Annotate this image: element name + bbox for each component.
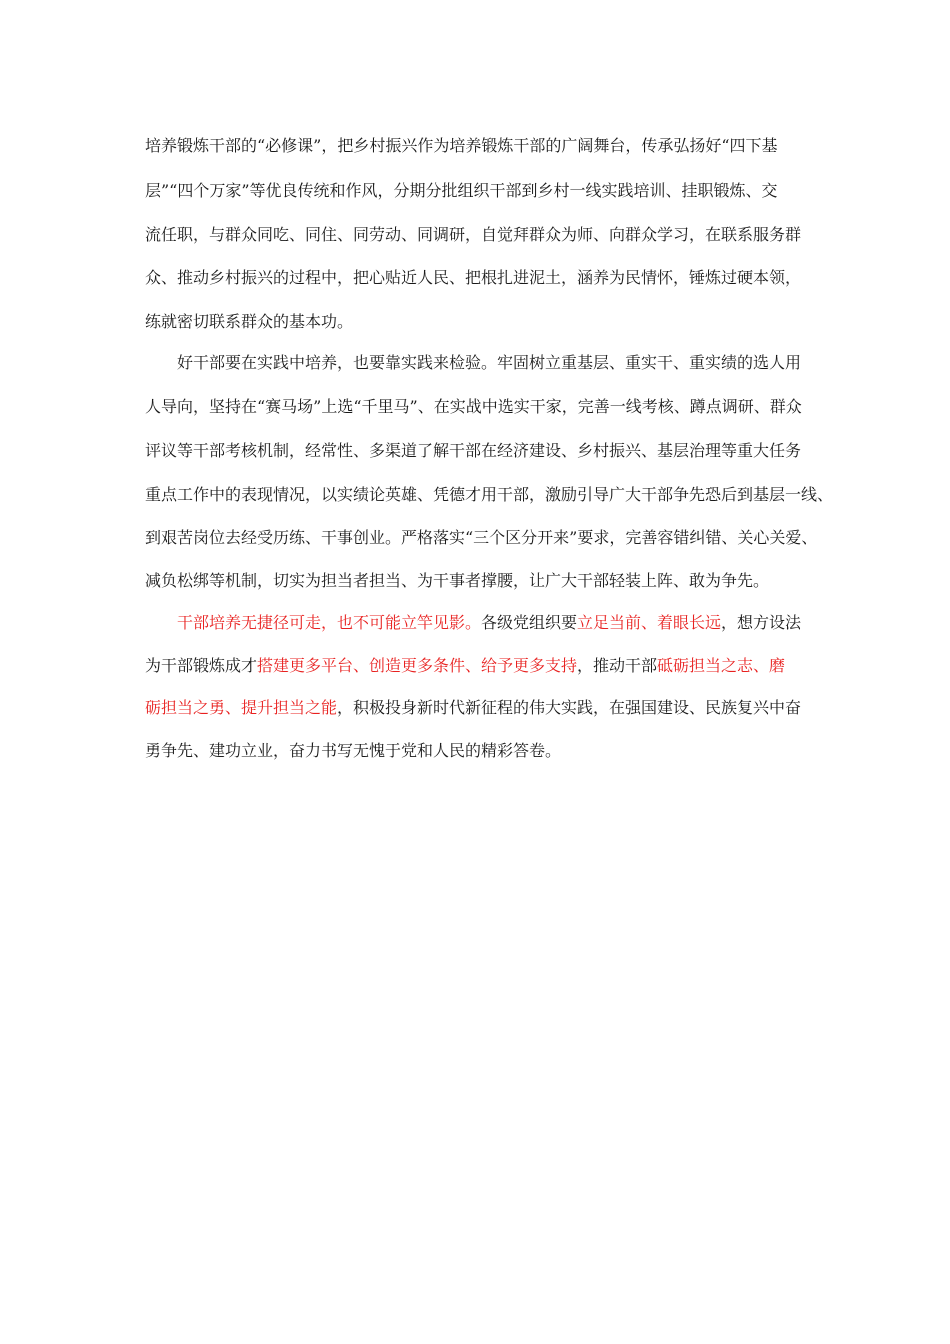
paragraph-2-line-2: 人导向，坚持在“赛马场”上选“千里马”、在实战中选实干家，完善一线考核、蹲点调研、群众 <box>145 397 802 416</box>
emphasis-text: 搭建更多平台、创造更多条件、给予更多支持 <box>257 656 578 675</box>
paragraph-3-line-1 <box>177 613 801 633</box>
paragraph-2-line-6: 减负松绑等机制，切实为担当者担当、为干事者撑腰，让广大干部轻装上阵、敢为争先。 <box>145 571 770 590</box>
body-text: ，推动干部 <box>577 656 658 675</box>
paragraph-1-line-3: 流任职，与群众同吃、同住、同劳动、同调研，自觉拜群众为师、向群众学习，在联系服务群 <box>145 225 802 244</box>
paragraph-1-line-5: 练就密切联系群众的基本功。 <box>145 312 354 331</box>
body-text: ，积极投身新时代新征程的伟大实践，在强国建设、民族复兴中奋 <box>337 698 802 717</box>
paragraph-2-line-3: 评议等干部考核机制，经常性、多渠道了解干部在经济建设、乡村振兴、基层治理等重大任务 <box>145 441 802 460</box>
paragraph-1-line-1: 培养锻炼干部的“必修课”，把乡村振兴作为培养锻炼干部的广阔舞台，传承弘扬好“四下基 <box>145 136 778 155</box>
emphasis-text: 立足当前、着眼长远 <box>577 613 722 632</box>
body-text: ，想方设法 <box>721 613 802 632</box>
paragraph-3-line-3 <box>145 698 801 718</box>
paragraph-3-line-2 <box>145 656 785 676</box>
paragraph-3-line-4: 勇争先、建功立业，奋力书写无愧于党和人民的精彩答卷。 <box>145 741 562 760</box>
paragraph-2-line-4: 重点工作中的表现情况，以实绩论英雄、凭德才用干部，激励引导广大干部争先恐后到基层一线、 <box>145 485 834 504</box>
body-text: 为干部锻炼成才 <box>145 656 258 675</box>
emphasis-text: 砺担当之勇、提升担当之能 <box>145 698 338 717</box>
emphasis-text: 干部培养无捷径可走，也不可能立竿见影。 <box>177 613 482 632</box>
body-text: 各级党组织要 <box>481 613 578 632</box>
paragraph-1-line-2: 层”“四个万家”等优良传统和作风，分期分批组织干部到乡村一线实践培训、挂职锻炼、交 <box>145 181 778 200</box>
paragraph-2-line-5: 到艰苦岗位去经受历练、干事创业。严格落实“三个区分开来”要求，完善容错纠错、关心关爱、 <box>145 528 818 547</box>
paragraph-1-line-4: 众、推动乡村振兴的过程中，把心贴近人民、把根扎进泥土，涵养为民情怀，锤炼过硬本领， <box>145 268 802 287</box>
paragraph-2-line-1: 好干部要在实践中培养，也要靠实践来检验。牢固树立重基层、重实干、重实绩的选人用 <box>177 353 802 372</box>
emphasis-text: 砥砺担当之志、磨 <box>657 656 786 675</box>
